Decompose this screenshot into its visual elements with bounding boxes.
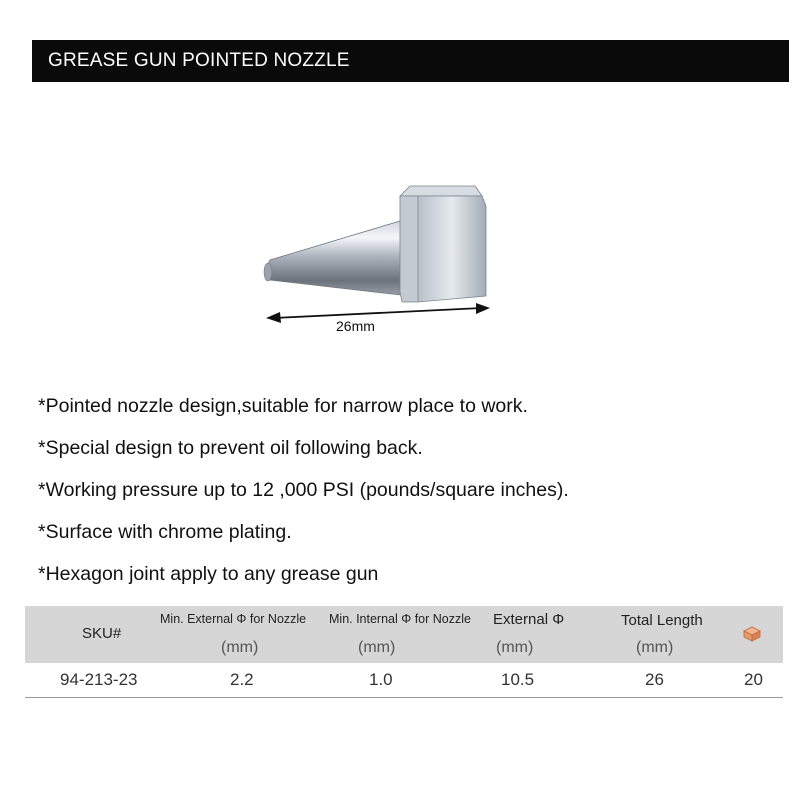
- cell-quantity: 20: [744, 670, 763, 689]
- feature-item: *Special design to prevent oil following back.: [38, 437, 423, 459]
- unit-total-length: (mm): [636, 639, 674, 656]
- unit-external: (mm): [496, 639, 534, 656]
- table-row: [25, 663, 783, 698]
- feature-item: *Pointed nozzle design,suitable for narrow place to work.: [38, 395, 528, 417]
- cell-min-external: 2.2: [230, 670, 254, 689]
- cell-min-internal: 1.0: [369, 670, 393, 689]
- page-title: GREASE GUN POINTED NOZZLE: [48, 50, 350, 71]
- nozzle-body: [266, 218, 418, 296]
- unit-min-internal: (mm): [358, 639, 396, 656]
- unit-min-external: (mm): [221, 639, 259, 656]
- header-min-external: Min. External Φ for Nozzle: [160, 612, 307, 626]
- hexagon-head-front: [400, 196, 418, 302]
- header-total-length: Total Length: [621, 612, 703, 629]
- cell-external: 10.5: [501, 670, 535, 689]
- box-icon: [743, 626, 761, 642]
- spec-table-header: [25, 606, 783, 663]
- cell-sku: 94-213-23: [60, 670, 138, 689]
- product-image: [250, 180, 520, 340]
- header-sku: SKU#: [82, 625, 122, 642]
- dimension-arrow: [266, 303, 490, 323]
- hexagon-head-top: [400, 186, 482, 196]
- feature-list: [38, 396, 569, 606]
- feature-item: *Working pressure up to 12 ,000 PSI (pounds/square inches).: [38, 479, 569, 501]
- header-external: External Φ: [493, 611, 565, 628]
- title-bar: [32, 40, 789, 82]
- feature-item: *Surface with chrome plating.: [38, 521, 292, 543]
- feature-item: *Hexagon joint apply to any grease gun: [38, 563, 379, 585]
- cell-total-length: 26: [645, 670, 664, 689]
- dimension-label: 26mm: [336, 318, 375, 334]
- spec-table: [25, 606, 783, 698]
- header-min-internal: Min. Internal Φ for Nozzle: [329, 612, 471, 626]
- nozzle-tip: [264, 263, 272, 281]
- hexagon-head-side: [418, 196, 486, 302]
